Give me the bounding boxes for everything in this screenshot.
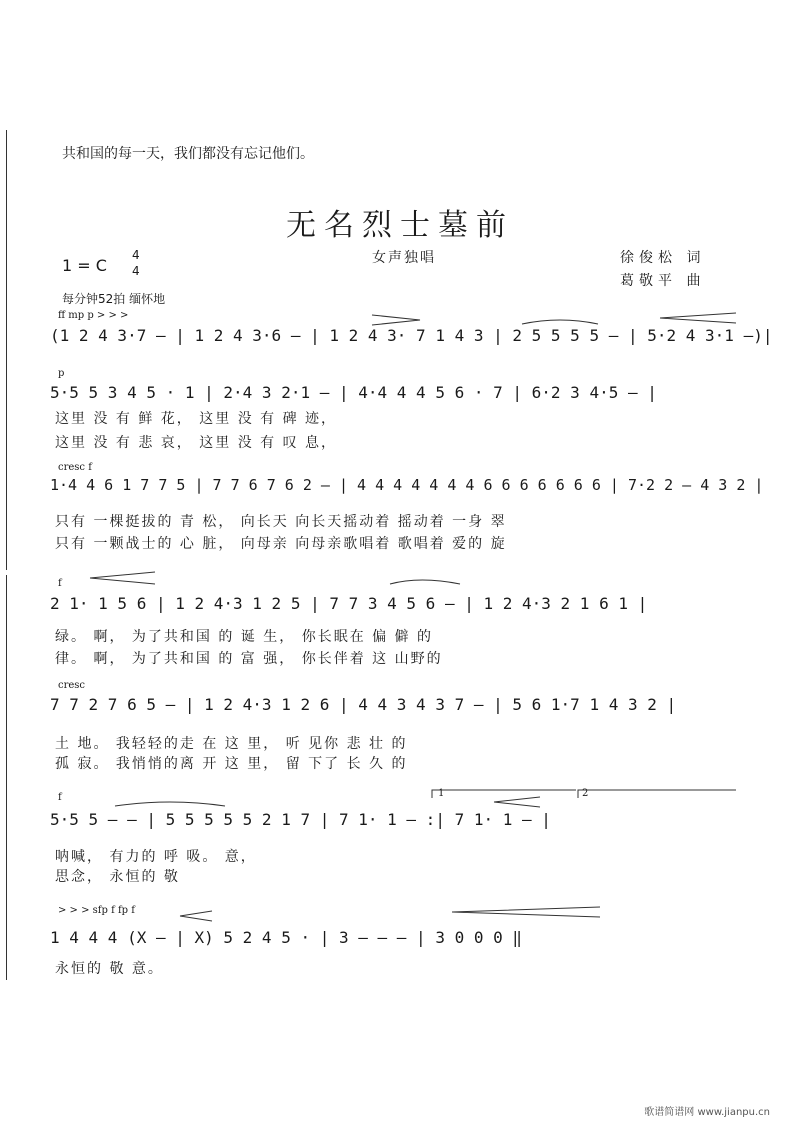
hairpin-cresc-7a	[180, 911, 212, 921]
system-7-lyrics: 永恒的 敬 意。	[55, 961, 164, 977]
hairpin-cresc-2	[90, 572, 155, 584]
time-signature-bottom: 4	[132, 264, 140, 278]
slur-system-6	[115, 802, 225, 806]
system-5-lyric-verse-1: 土 地。 我轻轻的走 在 这 里， 听 见你 悲 壮 的	[55, 736, 408, 752]
system-2-lyric-verse-2: 这里 没 有 悲 哀， 这里 没 有 叹 息，	[55, 435, 338, 451]
performance-note: 女声独唱	[372, 250, 436, 266]
system-6-lyric-verse-1: 呐喊， 有力的 呼 吸。 意，	[55, 849, 257, 865]
system-3-notes: 1·4 4 6 1 7 7 5 | 7 7 6 7 6 2 — | 4 4 4 4 4 4 4 6 6 6 6 6 6 6 | 7·2 2 — 4 3 2 |	[50, 476, 764, 494]
left-margin-line-bottom	[6, 575, 7, 980]
hairpin-cresc-1	[660, 313, 736, 323]
system-4-lyric-verse-2: 律。 啊， 为了共和国 的 富 强， 你长伴着 这 山野的	[55, 651, 443, 667]
composer-credit: 葛敬平 曲	[620, 273, 706, 289]
system-6-lyric-verse-2: 思念， 永恒的 敬	[55, 869, 180, 885]
system-3-lyric-verse-2: 只有 一颗战士的 心 脏， 向母亲 向母亲歌唱着 歌唱着 爱的 旋	[55, 536, 507, 552]
system-7-notes: 1 4 4 4 (X — | X) 5 2 4 5 · | 3 — — — | 3 0 0 0 ‖	[50, 928, 523, 947]
system-2-lyric-verse-1: 这里 没 有 鲜 花， 这里 没 有 碑 迹，	[55, 411, 338, 427]
volta-bracket-2	[578, 790, 736, 798]
tempo-marking: 每分钟52拍 缅怀地	[62, 292, 166, 306]
system-2-notes: 5·5 5 3 4 5 · 1 | 2·4 3 2·1 — | 4·4 4 4 5 6 · 7 | 6·2 3 4·5 — |	[50, 383, 657, 402]
site-watermark: 歌谱简谱网 www.jianpu.cn	[644, 1107, 770, 1118]
system-5-notes: 7 7 2 7 6 5 — | 1 2 4·3 1 2 6 | 4 4 3 4 3 7 — | 5 6 1·7 1 4 3 2 |	[50, 695, 677, 714]
slur-system-4	[390, 580, 460, 584]
system-1-dynamics: ff mp p > > >	[58, 310, 129, 321]
left-margin-line-top	[6, 130, 7, 570]
key-signature: 1 = C	[62, 256, 107, 275]
lyricist-credit: 徐俊松 词	[620, 250, 706, 266]
time-signature	[132, 247, 140, 279]
song-title: 无名烈士墓前	[286, 208, 514, 243]
system-3-dynamics: cresc f	[58, 462, 92, 473]
system-7-dynamics: > > > sfp f fp f	[58, 905, 135, 916]
volta-2-label: 2	[582, 788, 589, 799]
time-signature-top: 4	[132, 248, 140, 262]
system-4-dynamics: f	[58, 578, 62, 589]
intro-text: 共和国的每一天，我们都没有忘记他们。	[62, 146, 314, 162]
system-5-lyric-verse-2: 孤 寂。 我悄悄的离 开 这 里， 留 下了 长 久 的	[55, 756, 408, 772]
system-2-dynamics: p	[58, 368, 65, 379]
system-6-dynamics: f	[58, 792, 62, 803]
system-1-notes: (1 2 4 3·7 — | 1 2 4 3·6 — | 1 2 4 3· 7 1 4 3 | 2 5 5 5 5 — | 5·2 4 3·1 —)|	[50, 326, 773, 345]
hairpin-cresc-7b	[452, 907, 600, 917]
system-5-dynamics: cresc	[58, 680, 86, 691]
system-4-lyric-verse-1: 绿。 啊， 为了共和国 的 诞 生， 你长眠在 偏 僻 的	[55, 629, 434, 645]
system-6-notes: 5·5 5 — — | 5 5 5 5 5 2 1 7 | 7 1· 1 — :| 7 1· 1 — |	[50, 810, 551, 829]
volta-bracket-1	[432, 790, 576, 798]
hairpin-decresc-1	[372, 315, 420, 325]
system-4-notes: 2 1· 1 5 6 | 1 2 4·3 1 2 5 | 7 7 3 4 5 6 — | 1 2 4·3 2 1 6 1 |	[50, 594, 648, 613]
system-3-lyric-verse-1: 只有 一棵挺拔的 青 松， 向长天 向长天摇动着 摇动着 一身 翠	[55, 514, 507, 530]
slur-system-1	[522, 320, 598, 324]
hairpin-cresc-6	[494, 797, 540, 807]
volta-1-label: 1	[438, 788, 445, 799]
